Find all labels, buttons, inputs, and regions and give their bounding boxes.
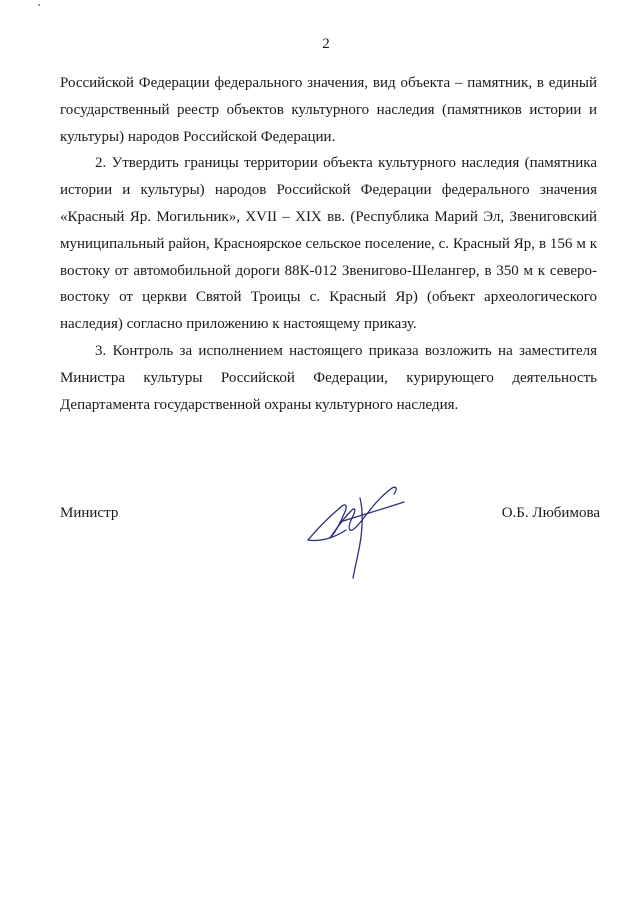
signer-title: Министр [60,505,119,521]
scan-artifact [38,4,40,6]
handwritten-signature [300,476,410,581]
page-number: 2 [322,36,330,52]
paragraph-item-3: 3. Контроль за исполнением настоящего приказа возложить на заместителя Министра культуры Российской Федерации, курирующего деятельность Департамента государственной охраны культурного наследия. [60,342,597,413]
paragraph-item-2: 2. Утвердить границы территории объекта культурного наследия (памятника истории и культуры) народов Российской Федерации федерального значения «Красный Яр. Могильник», XVII – XIX вв. (Республика Марий Эл, Звениговский муниципальный район, Красноярское сельское поселение, с. Красный Яр, в 156 м к востоку от автомобильной дороги 88К-012 Звенигово-Шелангер, в 350 м к северо-востоку от церкви Святой Троицы с. Красный Яр) (объект археологического наследия) согласно приложению к настоящему приказу. [60,155,597,333]
document-body [60,70,597,418]
signer-name: О.Б. Любимова [501,505,600,521]
paragraph-continuation: Российской Федерации федерального значения, вид объекта – памятник, в единый государственный реестр объектов культурного наследия (памятников истории и культуры) народов Российской Федерации. [60,75,597,145]
